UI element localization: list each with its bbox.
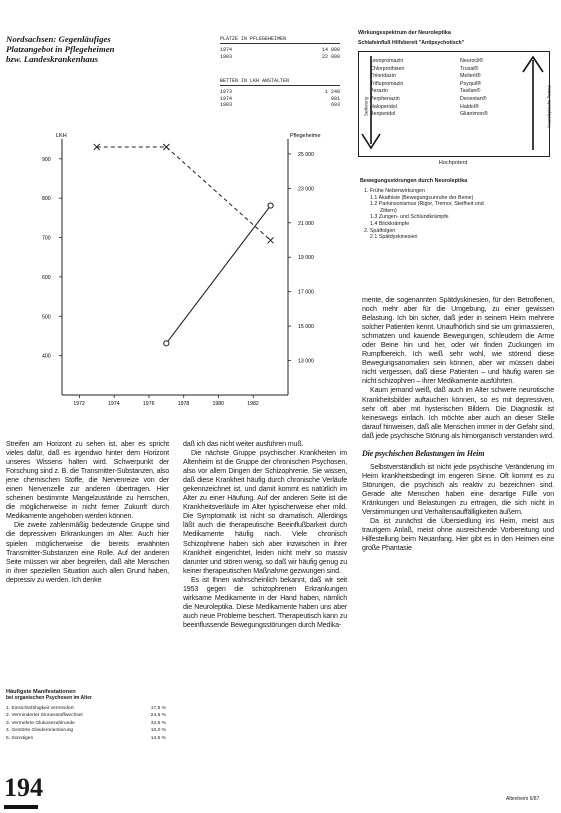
table-cell: 10,0 % — [150, 728, 166, 734]
list-item: Taxilan® — [460, 88, 481, 95]
body-column-right — [362, 296, 554, 553]
list-item: Perazin — [370, 88, 388, 95]
table-row — [220, 102, 340, 109]
beds-table-title: BETTEN IN LKH ANSTALTEN — [220, 78, 340, 86]
table-cell: 1983 — [220, 102, 233, 108]
beds-series-line — [97, 147, 271, 240]
disorders-item: 2.1 Spätdyskinesien — [370, 234, 418, 241]
potency-label: Neuroleptische Potenz — [546, 85, 552, 128]
places-point — [164, 341, 169, 346]
page-number: 194 — [4, 773, 43, 802]
right-tick-label: 19 000 — [298, 255, 314, 262]
list-item: Triflupromazin — [370, 80, 404, 87]
line-chart — [0, 125, 350, 415]
beds-table-body — [220, 89, 340, 109]
table-row — [6, 727, 166, 734]
section-subheading: Die psychischen Belastungen im Heim — [362, 448, 485, 458]
list-item: Psyquil® — [460, 80, 481, 87]
potency-arrow-icon — [520, 52, 546, 154]
list-item: Melleril® — [460, 73, 481, 80]
table-row — [6, 712, 166, 719]
disorders-item: 2. Spätfolgen — [364, 227, 396, 234]
incidence-subtitle: bei organischen Psychosen im Alter — [6, 695, 92, 701]
places-point — [268, 203, 273, 208]
paragraph: Die nächste Gruppe psychischer Krankheiten im Altenheim ist die Gruppe der chronischen Psychosen, also vor allem Dingen der Schizophrenie. Sie wissen, daß diese Krankheit häufig durch chronische Verläufe gekennzeichnet ist, und damit kommt es natürlich im Alter zu einer Häufung. Auf der anderen Seite ist die Krankheitsverläufe im Alter typischerweise eher mild. Die Symptomatik ist nicht so dramatisch. Allerdings läßt auch die therapeutische Beeinflußbarkeit durch Medikamente häufig nach. Viele chronisch Schizophrene haben sich aber inzwischen in ihrer Krankheit eingerichtet, leiden nicht mehr so massiv darunter und stören wenig, so daß wir häufig genug zu keiner therapeutischen Maßnahme gezwungen sind. — [183, 449, 347, 575]
body-column-middle — [183, 440, 347, 630]
neuroleptics-subtitle: Schlafeinfluß Hilfsbereit "Antipsychotisch" — [358, 40, 465, 46]
table-cell: 14,5 % — [150, 735, 166, 741]
places-table — [220, 36, 340, 60]
page-number-rule — [4, 805, 38, 809]
places-table-body — [220, 47, 340, 60]
left-heading — [6, 34, 196, 64]
list-item: Neurocil® — [460, 58, 484, 64]
right-tick-label: 15 000 — [298, 324, 314, 331]
table-cell: 693 — [330, 102, 340, 108]
beds-point — [163, 144, 169, 150]
table-cell: 24,5 % — [150, 713, 166, 719]
places-series-line — [166, 206, 270, 344]
neuroleptics-box — [358, 30, 554, 174]
paragraph: Da ist zunächst die Übersiedlung ins Heim, meist aus traurigem Anlaß, meist ohne ausreichende Vorbereitung und Hilfestellung beim Neuanfang. Hier gibt es in den Heimen eine große Phantasie — [362, 517, 554, 553]
list-item: Perphenazin — [370, 95, 400, 102]
sedation-label: Sedierung — [363, 96, 369, 117]
neuroleptics-title: Wirkungsspektrum der Neuroleptika — [358, 30, 451, 36]
left-tick-label: 400 — [42, 353, 51, 360]
table-cell: 981 — [330, 95, 340, 102]
table-cell: 22 000 — [321, 53, 340, 60]
disorders-item: 1.4 Blickkrämpfe — [370, 220, 410, 227]
x-tick-label: 1980 — [212, 401, 225, 407]
incidence-box — [6, 689, 166, 742]
list-item: Haldol® — [460, 103, 479, 110]
table-cell: 1983 — [220, 53, 233, 60]
left-tick-label: 700 — [42, 235, 51, 242]
right-tick-label: 21 000 — [298, 220, 314, 227]
right-tick-label: 17 000 — [298, 289, 314, 296]
disorders-box — [360, 178, 555, 241]
table-cell: 1974 — [220, 95, 233, 102]
paragraph: Die zweite zahlenmäßig bedeutende Gruppe sind die depressiven Erkrankungen im Alter. Auch hier spielen möglicherweise die bereits erwähnten Transmitter-Substanzen eine Rolle. Auf der anderen Seite müssen wir aber begreifen, daß alte Menschen in ihrer speziellen Situation auch allen Grund haben, depressiv zu werden. Ich denke — [6, 521, 169, 584]
paragraph: Es ist Ihnen wahrscheinlich bekannt, daß wir seit 1953 gegen die schizophrenen Erkrankungen wirksame Medikamente in der Hand haben, nämlich die Neuroleptika. Diese Medikamente haben uns aber auch neue Probleme beschert. Therapeutisch kann zu beeinflussende Bewegungsstörungen durch Medika- — [183, 575, 347, 629]
x-tick-label: 1982 — [247, 401, 259, 407]
table-cell: 3. Vermehrte Glukosezahlrunde — [6, 720, 75, 726]
disorders-item: 1.1 Akathisie (Bewegungsunruhe der Beine) — [370, 194, 474, 201]
table-cell: 5. Sonstigen — [6, 735, 34, 741]
list-item: Levopromazin — [370, 58, 404, 64]
drug-list-brand — [460, 58, 520, 119]
body-column-left — [6, 440, 169, 585]
disorders-item: 1.3 Zungen- und Schlundkrämpfe — [370, 214, 449, 221]
disorders-title: Bewegungsstörungen durch Neuroleptika — [360, 178, 468, 184]
x-tick-label: 1972 — [73, 401, 85, 407]
disorders-item: 1.2 Parkinsonismus (Rigor, Tremor, Steifheit und — [370, 201, 484, 208]
list-item: Thioridazin — [370, 73, 396, 80]
paragraph: Kaum jemand weiß, daß auch im Alter schwere neurotische Krankheitsbilder auftauchen können, so es mit depressiven, sehr oft aber mit hysterischen Bildern. Die Diagnostik ist keineswegs einfach. Ich möchte aber auch an dieser Stelle darauf hinweisen, daß alle Menschen immer in der Gefahr sind, daß jede psychische Störung als hirnorganisch verstanden wird. — [362, 386, 554, 440]
drug-list-generic — [370, 58, 450, 119]
left-heading-line: Platzangebot in Pflegeheimen — [6, 44, 115, 54]
x-tick-label: 1978 — [177, 401, 190, 407]
left-tick-label: 900 — [42, 156, 51, 163]
x-tick-label: 1974 — [108, 401, 120, 407]
left-tick-label: 500 — [42, 314, 51, 321]
table-cell: 1 248 — [324, 89, 340, 95]
x-tick-label: 1976 — [142, 401, 155, 407]
table-cell: 32,5 % — [150, 720, 166, 726]
places-table-title: PLÄTZE IN PFLEGEHEIMEN — [220, 36, 340, 44]
left-heading-line: bzw. Landeskrankenhaus — [6, 54, 99, 64]
table-row — [6, 705, 166, 712]
disorders-item: 1. Frühe Nebenwirkungen — [364, 188, 425, 194]
table-cell: 14 000 — [321, 47, 340, 53]
table-cell: 1974 — [220, 47, 233, 53]
table-cell: 1973 — [220, 89, 233, 95]
left-heading-line: Nordsachsen: Gegenläufiges — [6, 34, 111, 44]
disorders-item: Zittern) — [380, 207, 397, 214]
list-item: Decentan® — [460, 95, 487, 102]
paragraph: daß ich das nicht weiter ausführen muß. — [183, 440, 304, 448]
left-tick-label: 600 — [42, 274, 51, 281]
paragraph: Selbstverständlich ist nicht jede psychische Veränderung im Heim krankheitsbedingt im engeren Sinne. Oft kommt es zu Störungen, die psychisch als reaktiv zu bezeichnen sind. Gerade alte Menschen haben eine derartige Fülle von Kränkungen und Belastungen zu ertragen, die sich nicht in Verstimmungen und Verhaltensauffälligkeiten äußern. — [362, 462, 554, 516]
paragraph: Streifen am Horizont zu sehen ist, aber es spricht vieles dafür, daß es irgendwo hinter dem Horizont unseres Wissens halten wird. Schwerpunkt der Forschung sind z. B. die Transmitter-Substanzen, also jene chemischen Stoffe, die Nervenreize von der einen Nervenzelle zur anderen übertragen. Hier scheinen bestimmte Mangelzustände zu herrschen, die möglicherweise in nicht ferner Zukunft durch Medikamente angehoben werden können. — [6, 440, 169, 521]
list-item: Benperidol — [370, 111, 396, 118]
incidence-title: Häufigste Manifestationen — [6, 689, 76, 695]
table-cell: 17,5 % — [150, 706, 166, 711]
table-row — [6, 735, 166, 742]
left-axis-label: LKH — [56, 133, 67, 139]
right-axis-label: Pflegeheime — [290, 133, 321, 139]
list-item: Truxal® — [460, 65, 479, 72]
right-tick-label: 25 000 — [298, 151, 314, 158]
table-row — [6, 720, 166, 727]
neuroleptics-footer: Hochpotent — [438, 160, 468, 166]
beds-point — [268, 237, 274, 243]
list-item: Chlorprothixen — [370, 65, 405, 72]
list-item: Haloperidol — [370, 103, 397, 110]
right-tick-label: 23 000 — [298, 186, 314, 193]
incidence-table — [6, 705, 166, 742]
footer-issue: Altenheim 6/87 — [506, 796, 540, 802]
right-tick-label: 13 000 — [298, 358, 314, 365]
left-tick-label: 800 — [42, 196, 51, 203]
table-cell: 4. Gestörte Gliederorientierung — [6, 728, 74, 734]
table-cell: 1. Einsichtsfähigkeit vermindert — [6, 706, 74, 711]
beds-table — [220, 78, 340, 109]
paragraph: mente, die sogenannten Spätdyskinesien, für den Betroffenen, noch mehr aber für die Umgebung, zu einer gewissen Belastung. Ich bin sicher, daß jeder in seinem Heim mehrere solcher Patienten kennt. Unaufhörlich sind sie um grimassieren, schmatzen und kauende Bewegungen, schleudern die Arme oder Beine hin und her, oder wir finden Zuckungen im Rumpfbereich. Ich weiß sehr wohl, wie störend diese Bewegungsanomalien sein können, aber wir müssen dabei nicht vergessen, daß diese Patienten – und häufig waren sie nicht schizophren – ihrer Medikamente ausführten. — [362, 296, 554, 386]
table-cell: 2. Verminderter Sinnesstoffwechsel — [6, 713, 83, 719]
table-row — [220, 54, 340, 61]
list-item: Glianimon® — [460, 111, 488, 118]
